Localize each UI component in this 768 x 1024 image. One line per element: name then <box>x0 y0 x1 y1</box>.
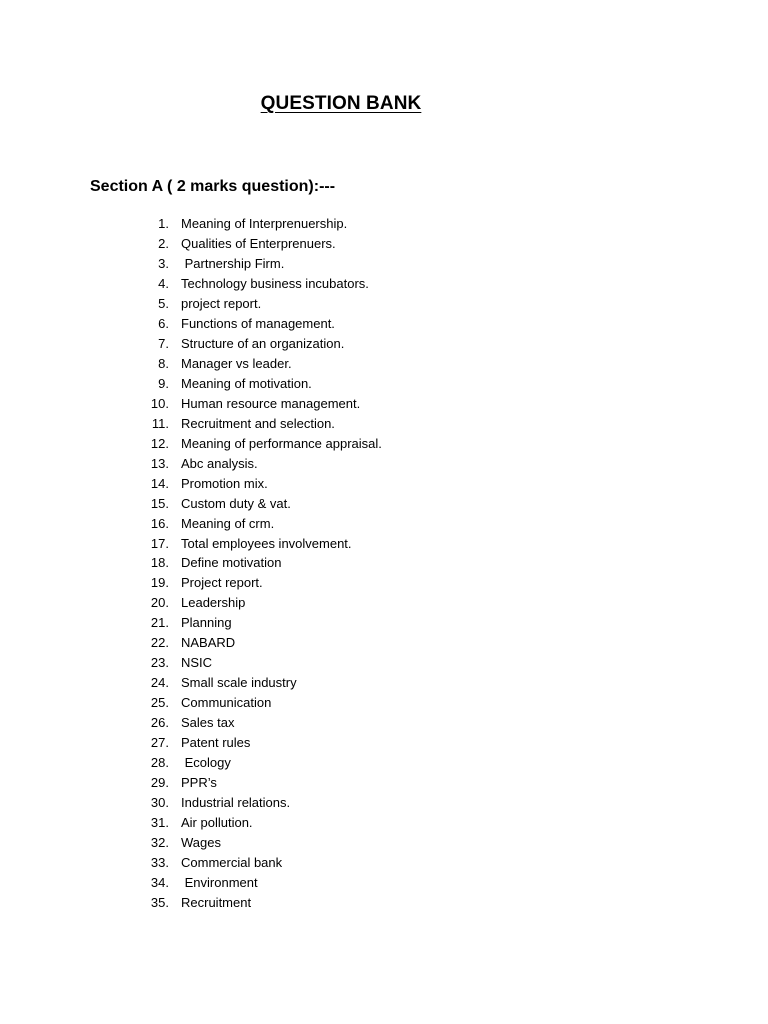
question-number: 20. <box>150 595 169 611</box>
question-number: 28. <box>150 755 169 771</box>
question-text: Meaning of Interprenuership. <box>181 216 348 231</box>
question-number: 32. <box>150 835 169 851</box>
question-number: 27. <box>150 735 169 751</box>
question-text: Communication <box>181 695 272 711</box>
question-number: 3. <box>158 255 169 271</box>
question-number: 6. <box>158 315 169 331</box>
question-text: project report. <box>181 295 262 311</box>
question-number: 34. <box>150 874 169 890</box>
section-heading: Section A ( 2 marks question):--- <box>90 178 336 195</box>
question-number: 2. <box>158 235 169 251</box>
question-text: Sales tax <box>181 715 235 731</box>
question-text: Human resource management. <box>181 395 361 411</box>
question-text: Promotion mix. <box>181 475 268 491</box>
question-number: 5. <box>158 295 169 311</box>
question-number: 26. <box>150 715 169 731</box>
question-text: Abc analysis. <box>181 455 258 471</box>
question-text: Industrial relations. <box>181 795 291 811</box>
question-number: 4. <box>158 275 169 291</box>
question-text: Recruitment <box>181 894 252 910</box>
question-number: 10. <box>150 395 169 411</box>
question-text: Functions of management. <box>181 315 335 331</box>
question-text: PPR’s <box>181 775 217 791</box>
question-number: 9. <box>158 375 169 391</box>
question-number: 16. <box>150 515 169 531</box>
question-number: 11. <box>151 415 169 431</box>
question-text: Environment <box>181 874 258 890</box>
question-number: 19. <box>150 575 169 591</box>
question-number: 22. <box>150 635 169 651</box>
question-number: 25. <box>150 695 169 711</box>
question-number: 12. <box>150 435 169 451</box>
question-number: 23. <box>150 655 169 671</box>
question-number: 1. <box>158 216 169 231</box>
question-text: Air pollution. <box>181 815 253 831</box>
question-number: 30. <box>150 795 169 811</box>
question-text: Meaning of crm. <box>181 515 275 531</box>
question-text: Leadership <box>181 595 246 611</box>
question-text: Ecology <box>181 755 231 771</box>
question-number: 29. <box>150 775 169 791</box>
question-text: Planning <box>181 615 232 631</box>
question-text: Recruitment and selection. <box>181 415 335 431</box>
question-number: 13. <box>150 455 169 471</box>
question-text: Custom duty & vat. <box>181 495 291 511</box>
question-text: Project report. <box>181 575 263 591</box>
question-number: 14. <box>150 475 169 491</box>
question-number: 35. <box>150 894 169 910</box>
question-number: 24. <box>150 675 169 691</box>
question-number: 8. <box>158 355 169 371</box>
question-number: 33. <box>150 855 169 870</box>
question-number: 21. <box>150 615 169 631</box>
question-text: NABARD <box>181 635 236 651</box>
question-number: 7. <box>158 335 169 351</box>
question-text: Define motivation <box>181 555 282 571</box>
question-text: Wages <box>181 835 221 851</box>
question-text: Meaning of motivation. <box>181 375 312 391</box>
question-number: 17. <box>150 535 169 551</box>
question-number: 15. <box>150 495 169 511</box>
question-text: Total employees involvement. <box>181 535 352 551</box>
question-number: 18. <box>150 555 169 571</box>
question-text: NSIC <box>181 655 213 671</box>
question-text: Partnership Firm. <box>181 255 285 271</box>
question-text: Meaning of performance appraisal. <box>181 435 382 451</box>
question-text: Small scale industry <box>181 675 297 691</box>
question-text: Patent rules <box>181 735 251 751</box>
question-text: Technology business incubators. <box>181 275 369 291</box>
question-text: Qualities of Enterprenuers. <box>181 235 336 251</box>
page-title: QUESTION BANK <box>260 93 422 114</box>
question-text: Manager vs leader. <box>181 355 292 371</box>
question-number: 31. <box>150 815 169 831</box>
question-text: Commercial bank <box>181 855 283 870</box>
question-text: Structure of an organization. <box>181 335 345 351</box>
